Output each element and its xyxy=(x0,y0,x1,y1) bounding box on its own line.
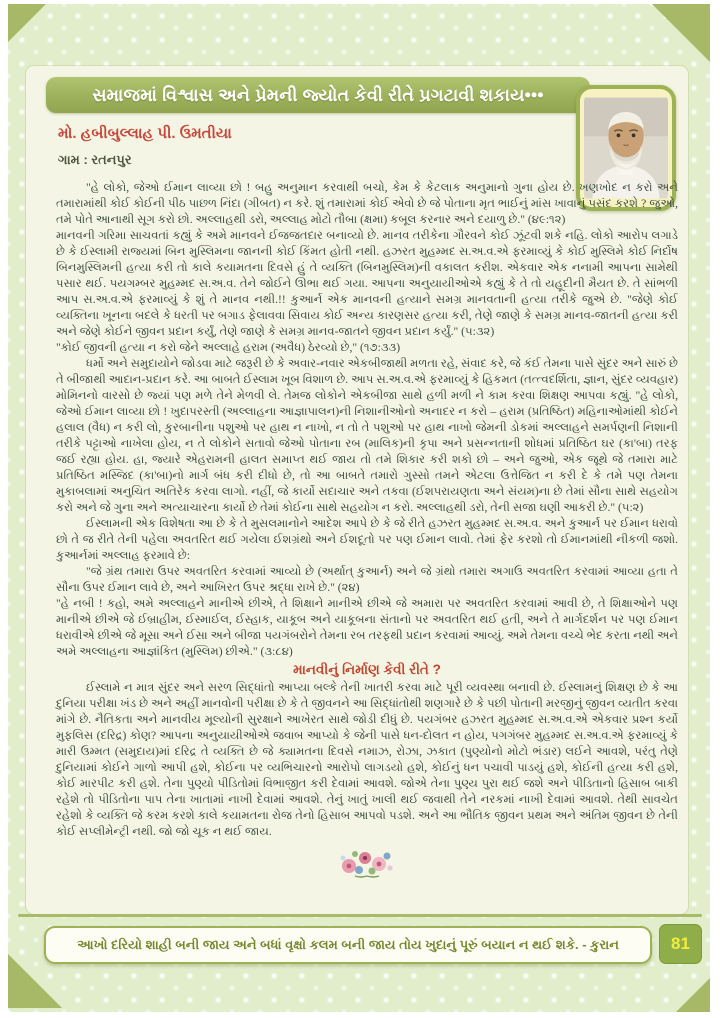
article-body xyxy=(56,180,678,885)
paragraph: "હે નબી ! કહો, અમે અલ્લાહને માનીએ છીએ, તે શિક્ષાને માનીએ છીએ જે અમારા પર અવતરિત કરવામાં આવી છે, તે શિક્ષાઓને પણ માનીએ છીએ જે ઈબ્રાહીમ, ઈસ્માઈલ, ઈસ્હાક, યાકૂબ અને યાકૂબના સંતાનો પર અવતરિત થઈ હતી, અને તે માર્ગદર્શન પર પણ ઈમાન ધરાવીએ છીએ જે મૂસા અને ઈસા અને બીજા પયગંબરોને તેમના રબ તરફથી પ્રદાન કરવામાં આવ્યું. અમે તેમના વચ્ચે ભેદ કરતા નથી અને અમે અલ્લાહના આજ્ઞાંકિત (મુસ્લિમ) છીએ." (૩:૮૪) xyxy=(56,597,678,658)
article-title: સમાજમાં વિશ્વાસ અને પ્રેમની જ્યોત કેવી રીતે પ્રગટાવી શકાય••• xyxy=(92,84,544,105)
corner-accent-bottom-right xyxy=(676,978,710,1012)
paragraph: "હે લોકો, જેઓ ઈમાન લાવ્યા છો ! બહુ અનુમાન કરવાથી બચો, કેમ કે કેટલાક અનુમાનો ગુના હોય છે. ખણખોદ ન કરો અને તમારામાંથી કોઈ કોઈની પીઠ પાછળ નિંદા (ગીબત) ન કરે. શું તમારામાં કોઈ એવો છે જે પોતાના મૃત ભાઈનું માંસ ખાવાનું પસંદ કરશે ? જુઓ, તમે પોતે આનાથી સૂગ કરો છો. અલ્લાહથી ડરો, અલ્લાહ મોટો તૌબા (ક્ષમા) કબૂલ કરનાર અને દયાળુ છે." (૪૯:૧૨) xyxy=(56,181,678,226)
author-name: મો. હબીબુલ્લાહ પી. ઉમતીયા xyxy=(58,125,232,142)
paragraph: "કોઈ જીવની હત્યા ન કરો જેને અલ્લાહે હરામ (અવૈધ) ઠેરવ્યો છે," (૧૭:૩૩) xyxy=(56,341,401,354)
flower-decoration-wrap xyxy=(56,846,678,885)
footer-divider xyxy=(18,914,702,917)
author-village: ગામ : રતનપુર xyxy=(58,152,132,167)
article-title-banner xyxy=(46,77,590,113)
footer-quote: આખો દરિયો શાહી બની જાય અને બધાં વૃક્ષો કલમ બની જાય તોય ખુદાનું પૂરું બયાન ન થઈ શકે. - કુરાન xyxy=(77,937,619,952)
paragraph: ધર્મો અને સમુદાયોને જોડવા માટે જરૂરી છે કે અવાર-નવાર એકબીજાથી મળતા રહે, સંવાદ કરે, જે કંઈ તેમના પાસે સુંદર અને સારું છે તે બીજાથી આદાન-પ્રદાન કરે. આ બાબતે ઈસ્લામ ખૂબ વિશાળ છે. આપ સ.અ.વ.એ ફરમાવ્યું કે હિકમત (તત્ત્વદર્શિતા, જ્ઞાન, સુંદર વ્યવહાર) મોમિનનો વારસો છે જ્યાં પણ મળે તેને મેળવી લે. તેમજ લોકોને એકબીજા સાથે હળી મળી ને કામ કરવા શિક્ષણ આપવા કહ્યું. "હે લોકો, જેઓ ઈમાન લાવ્યા છો ! ખુદાપરસ્તી (અલ્લાહના આજ્ઞાપાલન)ની નિશાનીઓનો અનાદર ન કરો – હરામ (પ્રતિષ્ઠિત) મહિનાઓમાંથી કોઈને હલાલ (વૈધ) ન કરી લો, કુરબાનીના પશુઓ પર હાથ ન નાખો, ન તો તે પશુઓ પર હાથ નાખો જેમની ડોકમાં અલ્લાહને સમર્પણની નિશાની તરીકે પટ્ટાઓ નાખેલા હોય, ન તે લોકોને સતાવો જેઓ પોતાના રબ (માલિક)ની કૃપા અને પ્રસન્નતાની શોધમાં પ્રતિષ્ઠિત ઘર (કા'બા) તરફ જઈ રહ્યા હોય. હા, જ્યારે એહરામની હાલત સમાપ્ત થઈ જાય તો તમે શિકાર કરી શકો છો – અને જુઓ, એક જૂથે જે તમારા માટે પ્રતિષ્ઠિત મસ્જિદ (કા'બા)નો માર્ગ બંધ કરી દીધો છે, તો આ બાબતે તમારો ગુસ્સો તમને એટલા ઉત્તેજિત ન કરી દે કે તમે પણ તેમના મુકાબલામાં અનુચિત અતિરેક કરવા લાગો. નહીં, જે કાર્યો સદાચાર અને તકવા (ઈશપરાયણતા અને સંયમ)ના છે તેમાં સૌના સાથે સહયોગ કરો અને જે ગુના અને અત્યાચારના કાર્યો છે તેમાં કોઈના સાથે સહયોગ ન કરો. અલ્લાહથી ડરો, તેની સજા ઘણી આકરી છે." (૫:૨) xyxy=(56,357,678,514)
page-number-badge xyxy=(659,924,702,964)
paragraph: માનવની ગરિમા સાચવતાં કહ્યું કે અમે માનવને ઈજજતદાર બનાવ્યો છે. માનવ તરીકેના ગૌરવને કોઈ ઝૂંટવી શકે નહિ. લોકો આરોપ લગાડે છે કે ઈસ્લામી રાજ્યમાં બિન મુસ્લિમના જાનની કોઈ કિંમત હોતી નથી. હઝરત મુહમ્મદ સ.અ.વ.એ ફરમાવ્યું કે કોઈ મુસ્લિમે કોઈ નિર્દોષ બિનમુસ્લિમની હત્યા કરી તો કાલે કયામતના દિવસે હું તે વ્યક્તિ (બિનમુસ્લિમ)ની વકાલત કરીશ. એકવાર એક નનામી આપના સામેથી પસાર થઈ. પયગમ્બર મુહમ્મદ સ.અ.વ. તેને જોઈને ઊભા થઈ ગયા. આપના અનુયાયીઓએ કહ્યું કે તે તો યહૂદીની મૈયત છે. તે સાંભળી આપ સ.અ.વ.એ ફરમાવ્યું કે શું તે માનવ નથી.!! કુઆર્ન એક માનવની હત્યાને સમગ્ર માનવતાની હત્યા તરીકે જુએ છે. "જેણે કોઈ વ્યક્તિના ખૂનના બદલે કે ધરતી પર બગાડ ફેલાવવા સિવાય કોઈ અન્ય કારણસર હત્યા કરી, તેણે જાણે કે સમગ્ર માનવ-જાતની હત્યા કરી અને જેણે કોઈને જીવન પ્રદાન કર્યું, તેણે જાણે કે સમગ્ર માનવ-જાતને જીવન પ્રદાન કર્યું." (૫:૩૨) xyxy=(56,229,678,338)
page-number: 81 xyxy=(671,934,690,953)
paragraph: "જે ગ્રંથ તમારા ઉપર અવતરિત કરવામાં આવ્યો છે (અર્થાત્ કુઆર્ન) અને જે ગ્રંથો તમારા અગાઉ અવતરિત કરવામાં આવ્યા હતા તે સૌના ઉપર ઈમાન લાવે છે, અને આખિરત ઉપર શ્રદ્ધા રાખે છે." (૨૪) xyxy=(56,565,678,594)
corner-accent-top-right xyxy=(652,4,710,62)
corner-accent-top-left xyxy=(8,4,46,42)
footer-quote-banner xyxy=(44,926,652,964)
section-heading: માનવીનું નિર્માણ કેવી રીતે ? xyxy=(293,662,441,677)
flower-bouquet-icon xyxy=(335,846,399,880)
paragraph: ઈસ્લામે ન માત્ર સુંદર અને સરળ સિદ્ધાંતો આપ્યા બલ્કે તેની ખાતરી કરવા માટે પૂરી વ્યવસ્થા બનાવી છે. ઈસ્લામનું શિક્ષણ છે કે આ દુનિયા પરીક્ષા ખંડ છે અને અહીં માનવોની પરીક્ષા છે કે તે જીવનને આ સિદ્ધાંતોથી શણગારે છે કે પછી પોતાની મરજીનું જીવન વ્યતીત કરવા માંગે છે. નૈતિકતા અને માનવીય મૂલ્યોની સુરક્ષાને આખેરત સાથે જોડી દીધું છે. પયગંબર હઝરત મુહમ્મદ સ.અ.વ.એ એકવાર પ્રશ્ન કર્યો મુફલિસ (દરિદ્ર) કોણ? આપના અનુયાયીઓએ જવાબ આપ્યો કે જેની પાસે ધન-દોલત ન હોય, પગગંબર મુહમ્મદ સ.અ.વ.એ ફરમાવ્યું કે મારી ઉમ્મત (સમુદાય)માં દરિદ્ર તે વ્યક્તિ છે જે ક્યામતના દિવસે નમાઝ, રોઝા, ઝકાત (પુણ્યોનો મોટો ભંડાર) લઈને આવશે, પરંતુ તેણે દુનિયામાં કોઈને ગાળો આપી હશે, કોઈના પર વ્યભિચારનો આરોપો લાગડયો હશે, કોઈનું ધન પચાવી પાડયું હશે, કોઈની હત્યા કરી હશે, કોઈ મારપીટ કરી હશે. તેના પુણ્યો પીડિતોમાં વિભાજીત કરી દેવામાં આવશે. જોએ તેના પુણ્ય પુરા થઈ જશે અને પીડિતાનો હિસાબ બાકી રહેશે તો પીડિતોના પાપ તેના ખાતામાં નાખી દેવામાં આવશે. તેનું ખાતું ખાલી થઈ જવાથી તેને નરકમાં નાખી દેવામાં આવશે. તેથી સાવચેત રહેશો કે વ્યક્તિ જે કરમ કરશે કાલે કયામતના રોજ તેનો હિસાબ આપવો પડશે. અને આ ભૌતિક જીવન પ્રથમ અને અંતિમ જીવન છે તેની કોઈ સપ્લીમેન્ટ્રી નથી. જો જો ચૂક ન થઈ જાય. xyxy=(56,681,678,838)
paragraph: ઈસ્લામની એક વિશેષતા આ છે કે તે મુસલમાનોને આદેશ આપે છે કે જે રીતે હઝરત મુહમ્મદ સ.અ.વ. અને કુઆર્ન પર ઈમાન ધરાવો છો તે જ રીતે તેની પહેલા અવતરિત થઈ ગયેલા ઈશગ્રંથો અને ઈશદૂતો પર પણ ઈમાન લાવો. તેમાં ફેર કરશો તો ઈમાનમાંથી નીકળી જશો. કુઆર્નમાં અલ્લાહ ફરમાવે છે: xyxy=(56,517,678,562)
